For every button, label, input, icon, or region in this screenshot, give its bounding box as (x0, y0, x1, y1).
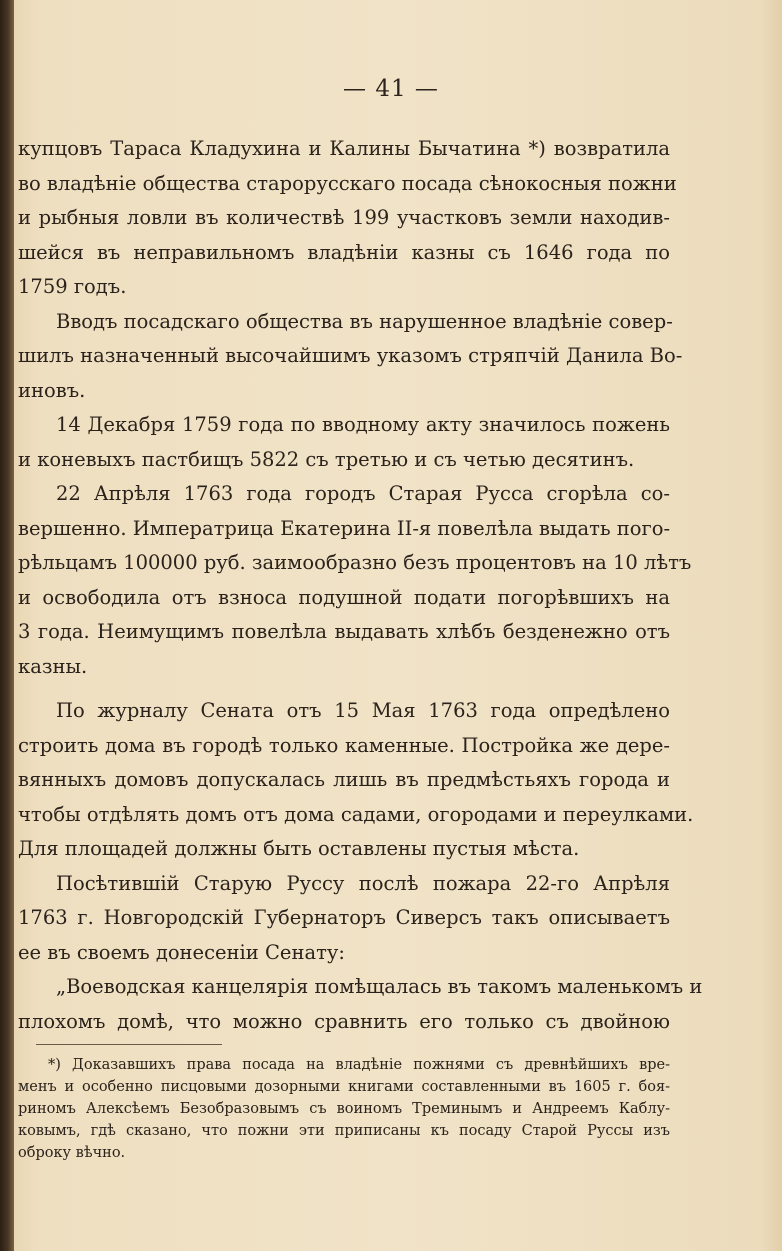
text-line: вершенно. Императрица Екатерина II-я повелѣла выдать пого- (18, 516, 671, 540)
text-line: 1759 годъ. (18, 275, 127, 298)
text-line: чтобы отдѣлять домъ отъ дома садами, огородами и переулками. (18, 802, 694, 826)
text-line: Посѣтившій Старую Руссу послѣ пожара 22-го Апрѣля (56, 871, 670, 895)
text-line: вянныхъ домовъ допускалась лишь въ предмѣстьяхъ города и (18, 768, 670, 791)
page-number: — 41 — (343, 76, 439, 102)
paragraph-gap (18, 684, 670, 694)
main-text-block (18, 132, 703, 1039)
text-line: и освободила отъ взноса подушной подати погорѣвшихъ на (18, 585, 670, 609)
text-line: Для площадей должны быть оставлены пустыя мѣста. (18, 837, 580, 860)
footnote-block (18, 1054, 670, 1164)
footnote-line: риномъ Алексѣемъ Безобразовымъ съ воиномъ Треминымъ и Андреемъ Каблу- (18, 1101, 670, 1117)
footnote-line: менъ и особенно писцовыми дозорными книгами составленными въ 1605 г. боя- (18, 1079, 670, 1095)
text-line: плохомъ домѣ, что можно сравнить его только съ двойною (18, 1009, 670, 1033)
footnote-line: ковымъ, гдѣ сказано, что пожни эти приписаны къ посаду Старой Руссы изъ (18, 1123, 670, 1139)
text-line: 22 Апрѣля 1763 года городъ Старая Русса сгорѣла со- (56, 482, 670, 505)
text-line: Вводъ посадскаго общества въ нарушенное владѣніе совер- (56, 309, 673, 333)
text-line: 1763 г. Новгородскій Губернаторъ Сиверсъ такъ описываетъ (18, 906, 670, 929)
text-line: иновъ. (18, 378, 86, 402)
text-line: строить дома въ городѣ только каменные. Постройка же дере- (18, 733, 670, 757)
footnote-line: *) Доказавшихъ права посада на владѣніе пожнями съ древнѣйшихъ вре- (48, 1057, 670, 1073)
text-line: шейся въ неправильномъ владѣніи казны съ 1646 года по (18, 240, 670, 264)
text-line: „Воеводская канцелярія помѣщалась въ такомъ маленькомъ и (56, 975, 703, 998)
text-line: 3 года. Неимущимъ повелѣла выдавать хлѣбъ безденежно отъ (18, 620, 670, 643)
text-line: во владѣніе общества старорусскаго посада сѣнокосныя пожни (18, 171, 677, 195)
book-binding-edge (0, 0, 14, 1251)
text-line: ее въ своемъ донесеніи Сенату: (18, 940, 345, 964)
text-line: и коневыхъ пастбищъ 5822 съ третью и съ четью десятинъ. (18, 447, 635, 471)
text-line: рѣльцамъ 100000 руб. заимообразно безъ процентовъ на 10 лѣтъ (18, 551, 692, 574)
footnote-separator (36, 1044, 222, 1045)
text-line: По журналу Сената отъ 15 Мая 1763 года опредѣлено (56, 699, 670, 722)
text-line: купцовъ Тараса Кладухина и Калины Бычатина *) возвратила (18, 137, 670, 160)
footnote-line: оброку вѣчно. (18, 1145, 126, 1161)
text-line: и рыбныя ловли въ количествѣ 199 участковъ земли находив- (18, 206, 670, 229)
text-line: 14 Декабря 1759 года по вводному акту значилось пожень (56, 413, 670, 436)
text-line: казны. (18, 654, 88, 678)
text-line: шилъ назначенный высочайшимъ указомъ стряпчій Данила Во- (18, 344, 683, 367)
